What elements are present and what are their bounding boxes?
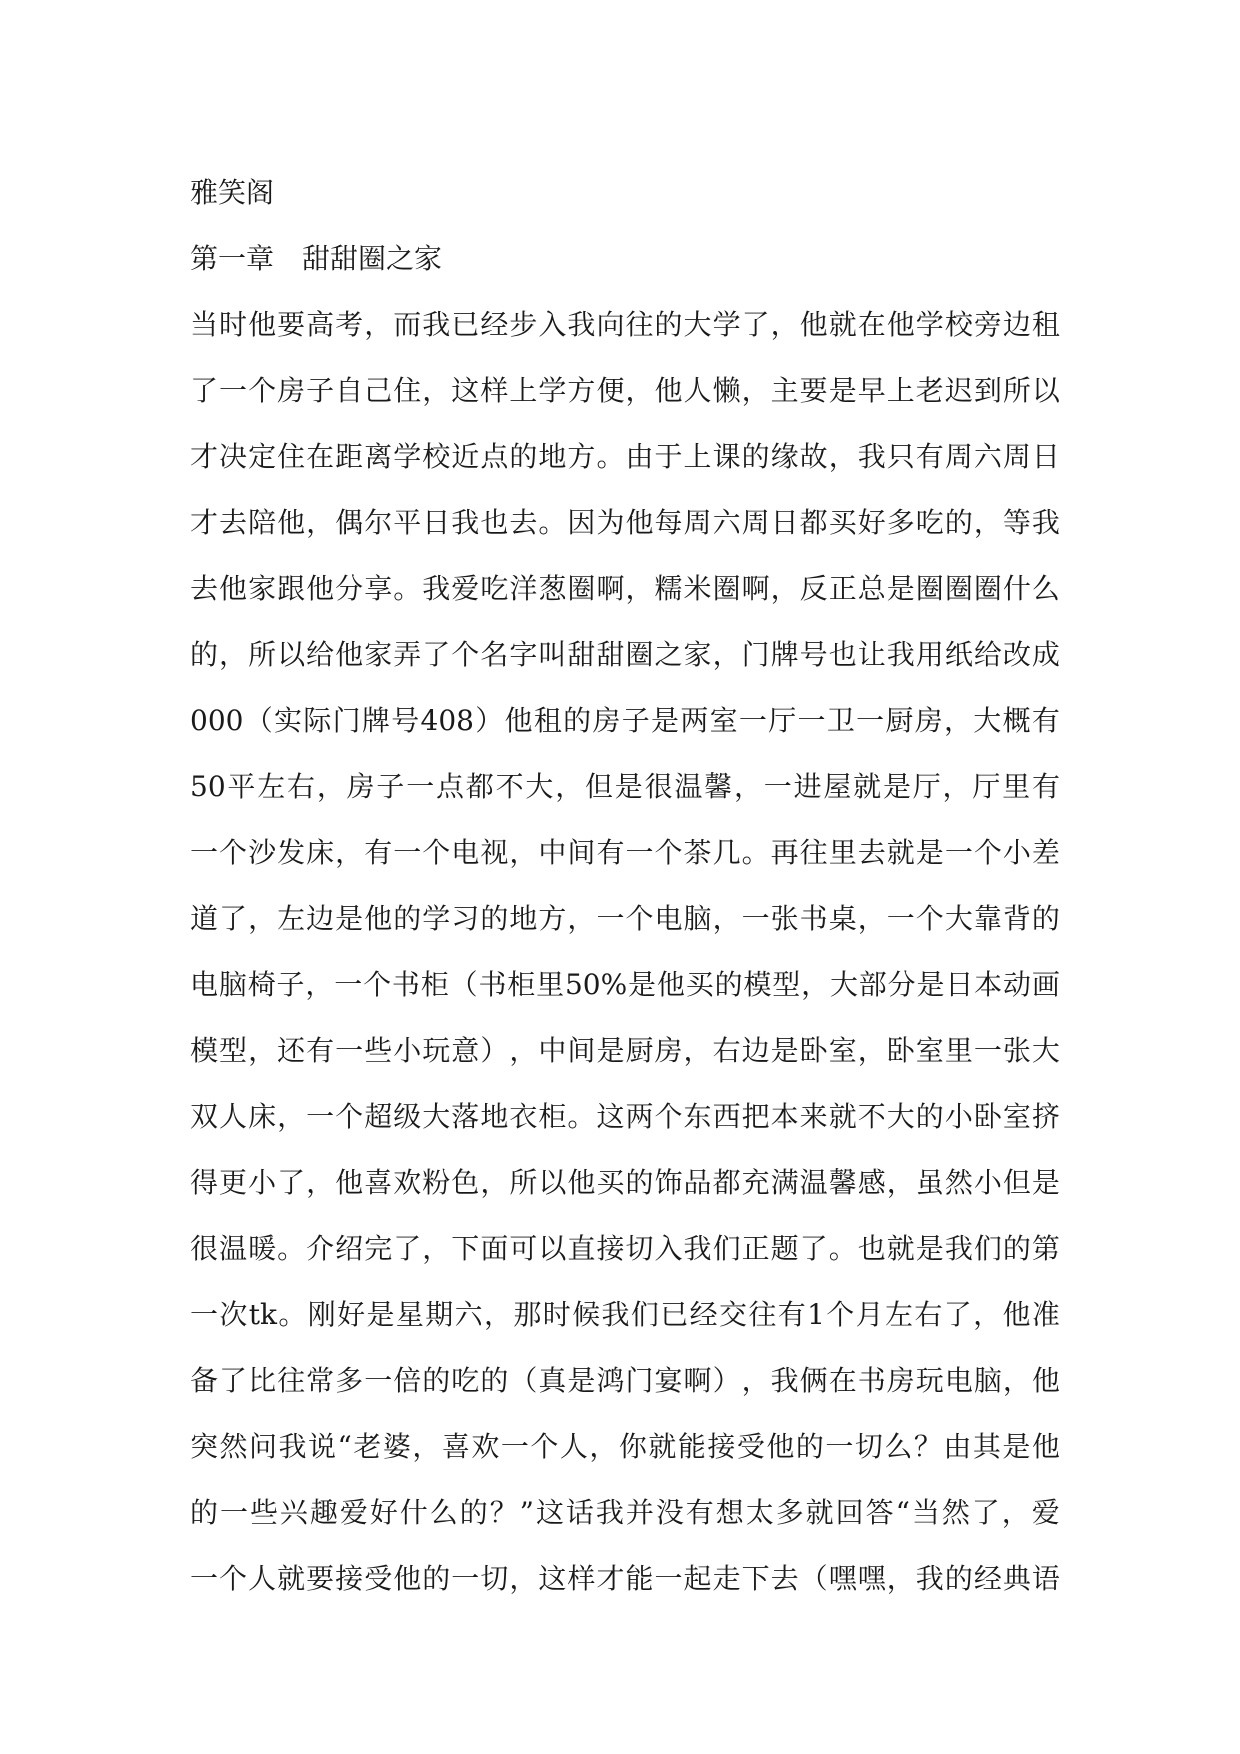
text-line: 才 决 定 住 在 距 离 学 校 近 点 的 地 方 。 由 于 上 课 的 缘 故 ， 我 只 有 周 六 周 日 [190,440,1060,473]
text-line: 备 了 比 往 常 多 一 倍 的 吃 的 （ 真 是 鸿 门 宴 啊 ） ， 我 俩 在 书 房 玩 电 脑 ， 他 [190,1364,1060,1397]
text-line: 50 平 左 右 ， 房 子 一 点 都 不 大 ， 但 是 很 温 馨 ， 一 进 屋 就 是 厅 ， 厅 里 有 [190,770,1060,803]
text-line: 000 （ 实 际 门 牌 号 408 ） 他 租 的 房 子 是 两 室 一 厅 一 卫 一 厨 房 ， 大 概 有 [190,704,1060,737]
chapter-name: 甜甜圈之家 [302,242,443,275]
text-line: 去 他 家 跟 他 分 享 。 我 爱 吃 洋 葱 圈 啊 ， 糯 米 圈 啊 ， 反 正 总 是 圈 圈 圈 什 么 [190,572,1060,605]
text-line: 道 了 ， 左 边 是 他 的 学 习 的 地 方 ， 一 个 电 脑 ， 一 张 书 桌 ， 一 个 大 靠 背 的 [190,902,1060,935]
document-title: 雅笑阁 [190,176,275,209]
text-line: 突 然 问 我 说 “ 老 婆 ， 喜 欢 一 个 人 ， 你 就 能 接 受 他 的 一 切 么 ？ 由 其 是 他 [190,1430,1060,1463]
text-line: 的 ， 所 以 给 他 家 弄 了 个 名 字 叫 甜 甜 圈 之 家 ， 门 牌 号 也 让 我 用 纸 给 改 成 [190,638,1060,671]
text-line: 一 个 人 就 要 接 受 他 的 一 切 ， 这 样 才 能 一 起 走 下 去 （ 嘿 嘿 ， 我 的 经 典 语 [190,1562,1060,1595]
body-text [190,292,1060,1612]
text-line: 双 人 床 ， 一 个 超 级 大 落 地 衣 柜 。 这 两 个 东 西 把 本 来 就 不 大 的 小 卧 室 挤 [190,1100,1060,1133]
text-line: 的 一 些 兴 趣 爱 好 什 么 的 ？ ” 这 话 我 并 没 有 想 太 多 就 回 答 “ 当 然 了 ， 爱 [190,1496,1060,1529]
text-line: 了 一 个 房 子 自 己 住 ， 这 样 上 学 方 便 ， 他 人 懒 ， 主 要 是 早 上 老 迟 到 所 以 [190,374,1060,407]
text-line: 才 去 陪 他 ， 偶 尔 平 日 我 也 去 。 因 为 他 每 周 六 周 日 都 买 好 多 吃 的 ， 等 我 [190,506,1060,539]
chapter-heading [190,226,1060,292]
text-line: 一 次 tk 。 刚 好 是 星 期 六 ， 那 时 候 我 们 已 经 交 往 有 1 个 月 左 右 了 ， 他 准 [190,1298,1060,1331]
text-line: 电 脑 椅 子 ， 一 个 书 柜 （ 书 柜 里 50% 是 他 买 的 模 型 ， 大 部 分 是 日 本 动 画 [190,968,1060,1001]
chapter-number: 第一章 [190,242,275,275]
document-body [190,160,1060,1612]
text-line: 得 更 小 了 ， 他 喜 欢 粉 色 ， 所 以 他 买 的 饰 品 都 充 满 温 馨 感 ， 虽 然 小 但 是 [190,1166,1060,1199]
text-line: 很 温 暖 。 介 绍 完 了 ， 下 面 可 以 直 接 切 入 我 们 正 题 了 。 也 就 是 我 们 的 第 [190,1232,1060,1265]
text-line: 模 型 ， 还 有 一 些 小 玩 意 ） ， 中 间 是 厨 房 ， 右 边 是 卧 室 ， 卧 室 里 一 张 大 [190,1034,1060,1067]
text-line: 一 个 沙 发 床 ， 有 一 个 电 视 ， 中 间 有 一 个 茶 几 。 再 往 里 去 就 是 一 个 小 差 [190,836,1060,869]
text-line: 当 时 他 要 高 考 ， 而 我 已 经 步 入 我 向 往 的 大 学 了 ， 他 就 在 他 学 校 旁 边 租 [190,308,1060,341]
